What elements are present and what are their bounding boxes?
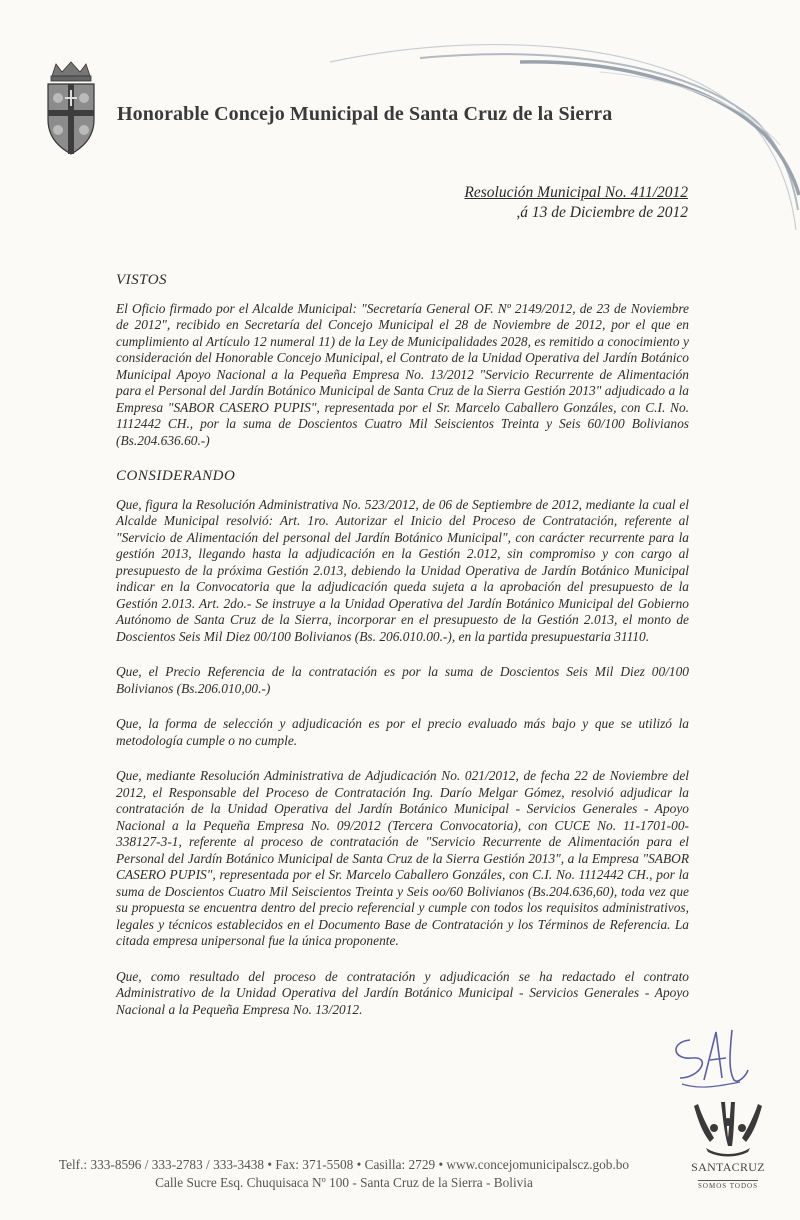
resolution-date: ,á 13 de Diciembre de 2012 [516,204,688,221]
logo-brand-text: SANTACRUZ [691,1160,765,1174]
header-swoosh-decoration [0,0,800,300]
considerando-heading: CONSIDERANDO [116,468,236,484]
footer-address: Calle Sucre Esq. Chuquisaca Nº 100 - Santa Cruz de la Sierra - Bolivia [155,1175,533,1190]
vistos-heading: VISTOS [116,272,168,288]
considerando-paragraph-3: Que, la forma de selección y adjudicación es por el precio evaluado más bajo y que se utilizó la metodología cumple o no cumple. [116,716,689,748]
considerando-paragraph-1: Que, figura la Resolución Administrativa No. 523/2012, de 06 de Septiembre de 2012, mediante la cual el Alcalde Municipal resolvió: Art. 1ro. Autorizar el Inicio del Proceso de Contratación, referente al "Servicio de Alimentación del personal del Jardín Botánico Municipal", con carácter recurrente para la gestión 2013, llegando hasta la adjudicación en la Gestión 2.012, sin compromiso y con cargo al presupuesto de la próxima Gestión 2.013, debiendo la Unidad Operativa de Jardín Botánico Municipal indicar en la Convocatoria que la adjudicación queda sujeta a la aprobación del presupuesto de la Gestión 2.013. Art. 2do.- Se instruye a la Unidad Operativa del Jardín Botánico Municipal del Gobierno Autónomo de Santa Cruz de la Sierra, incorporar en el presupuesto de la Gestión 2.013, el monto de Doscientos Seis Mil Diez 00/100 Bolivianos (Bs. 206.010.00.-), en la partida presupuestaria 31110. [116,496,689,644]
considerando-paragraph-4: Que, mediante Resolución Administrativa de Adjudicación No. 021/2012, de fecha 22 de Noviembre del 2012, el Responsable del Proceso de Contratación Ing. Darío Melgar Gómez, resolvió adjudicar la contratación de la Unidad Operativa del Jardín Botánico Municipal - Servicios Generales - Apoyo Nacional a la Pequeña Empresa No. 09/2012 (Tercera Convocatoria), con CUCE No. 11-1701-00-338127-3-1, referente al proceso de contratación de "Servicio Recurrente de Alimentación para el Personal del Jardín Botánico Municipal de Santa Cruz de la Sierra Gestión 2013", a la Empresa "SABOR CASERO PUPIS", representada por el Sr. Marcelo Caballero Gonzáles, con C.I. No. 1112442 CH., por la suma de Doscientos Cuatro Mil Seiscientos Treinta y Seis oo/60 Bolivianos (Bs.204.636,60), toda vez que su propuesta se encuentra dentro del precio referencial y cumple con todos los requisitos administrativos, legales y técnicos establecidos en el Documento Base de Contratación y los Términos de Referencia. La citada empresa unipersonal fue la única proponente. [116,768,689,948]
footer-contact: Telf.: 333-8596 / 333-2783 / 333-3438 • Fax: 371-5508 • Casilla: 2729 • www.concejomunicipalscz.gob.bo [58,1157,630,1172]
vistos-paragraph: El Oficio firmado por el Alcalde Municipal: "Secretaría General OF. Nº 2149/2012, de 23 de Noviembre de 2012", recibido en Secretaría del Concejo Municipal el 28 de Noviembre de 2012, por el que en cumplimiento al Artículo 12 numeral 11) de la Ley de Municipalidades 2028, es remitido a conocimiento y consideración del Honorable Concejo Municipal, el Contrato de la Unidad Operativa del Jardín Botánico Municipal Apoyo Nacional a la Pequeña Empresa No. 13/2012 "Servicio Recurrente de Alimentación para el Personal del Jardín Botánico Municipal de Santa Cruz de la Sierra Gestión 2013" adjudicado a la Empresa "SABOR CASERO PUPIS", representada por el Sr. Marcelo Caballero Gonzáles, con C.I. No. 1112442 CH., por la suma de Doscientos Cuatro Mil Seiscientos Treinta y Seis 60/100 Bolivianos (Bs.204.636.60.-) [116,300,689,448]
handwritten-initials-signature [660,1020,760,1100]
considerando-paragraph-5: Que, como resultado del proceso de contratación y adjudicación se ha redactado el contrato Administrativo de la Unidad Operativa del Jardín Botánico Municipal - Servicios Generales - Apoyo Nacional a la Pequeña Empresa No. 13/2012. [116,968,689,1017]
santa-cruz-logo [684,1098,772,1192]
resolution-block [464,183,688,223]
document-body [116,272,689,1018]
resolution-number: Resolución Municipal No. 411/2012 [464,184,688,201]
institution-title: Honorable Concejo Municipal de Santa Cruz de la Sierra [117,103,613,125]
people-figures-icon [688,1098,768,1158]
logo-tagline: SOMOS TODOS [698,1182,758,1190]
considerando-paragraph-2: Que, el Precio Referencia de la contratación es por la suma de Doscientos Seis Mil Diez 00/100 Bolivianos (Bs.206.010,00.-) [116,664,689,696]
municipal-coat-of-arms-icon [42,58,100,158]
